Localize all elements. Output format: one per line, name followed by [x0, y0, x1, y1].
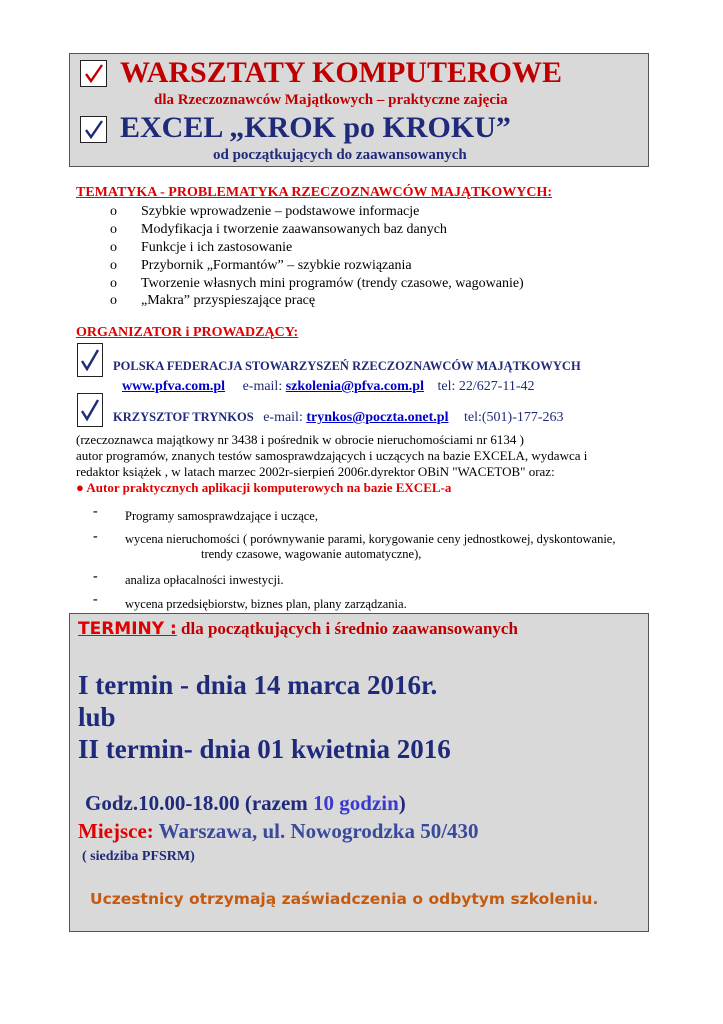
person-name: KRZYSZTOF TRYNKOS — [113, 410, 254, 424]
list-item: o Funkcje i ich zastosowanie — [110, 240, 293, 255]
person-email-label: e-mail: — [263, 410, 303, 425]
certificate-note: Uczestnicy otrzymają zaświadczenia o odbytym szkoleniu. — [90, 890, 599, 908]
place: Miejsce: Warszawa, ul. Nowogrodzka 50/430 — [78, 819, 479, 843]
checkmark-icon — [77, 343, 103, 377]
hours: Godz.10.00-18.00 (razem 10 godzin) — [85, 791, 406, 815]
subtitle-workshops: dla Rzeczoznawców Majątkowych – praktyczne zajęcia — [154, 92, 508, 108]
author-line: ● Autor praktycznych aplikacji komputerowych na bazie EXCEL-a — [76, 480, 452, 495]
term-1: I termin - dnia 14 marca 2016r. — [78, 670, 438, 700]
list-item: wycena przedsiębiorstw, biznes plan, plany zarządzania. — [125, 597, 407, 611]
title-excel: EXCEL „KROK po KROKU” — [120, 111, 511, 144]
org-tel: tel: 22/627-11-42 — [437, 379, 535, 394]
list-item: o Szybkie wprowadzenie – podstawowe informacje — [110, 204, 420, 219]
checkmark-icon — [80, 60, 107, 87]
terms-label-rest: dla początkujących i średnio zaawansowanych — [176, 619, 518, 638]
person-tel: tel:(501)-177-263 — [463, 410, 564, 425]
org-email-link[interactable]: szkolenia@pfva.com.pl — [285, 379, 424, 394]
term-or: lub — [78, 702, 116, 732]
term-2: II termin- dnia 01 kwietnia 2016 — [78, 734, 451, 764]
checkmark-icon — [77, 393, 103, 427]
list-item: trendy czasowe, wagowanie automatyczne), — [201, 547, 422, 561]
bio-line: redaktor książek , w latach marzec 2002r-sierpień 2006r.dyrektor OBiN "WACETOB" oraz: — [76, 464, 555, 479]
list-item: o Przybornik „Formantów” – szybkie rozwiązania — [110, 258, 412, 273]
org-email-label: e-mail: — [242, 379, 283, 394]
terms-box — [69, 613, 649, 932]
place-note: ( siedziba PFSRM) — [82, 849, 195, 864]
dash-bullet: - — [93, 569, 98, 584]
bio-line: (rzeczoznawca majątkowy nr 3438 i pośrednik w obrocie nieruchomościami nr 6134 ) — [76, 432, 524, 447]
list-item: o Tworzenie własnych mini programów (trendy czasowe, wagowanie) — [110, 276, 524, 291]
list-item: analiza opłacalności inwestycji. — [125, 573, 284, 587]
topics-heading: TEMATYKA - PROBLEMATYKA RZECZOZNAWCÓW MAJĄTKOWYCH: — [76, 185, 553, 200]
dash-bullet: - — [93, 504, 98, 519]
list-item: o Modyfikacja i tworzenie zaawansowanych baz danych — [110, 222, 447, 237]
list-item: wycena nieruchomości ( porównywanie parami, korygowanie ceny jednostkowej, dyskontowanie, — [125, 532, 616, 546]
terms-heading — [78, 619, 518, 639]
list-item: Programy samosprawdzające i uczące, — [125, 509, 318, 523]
org-contact-line — [122, 379, 535, 395]
title-workshops: WARSZTATY KOMPUTEROWE — [120, 56, 562, 89]
terms-label: TERMINY : — [78, 619, 177, 639]
list-item: o „Makra” przyspieszające pracę — [110, 293, 316, 308]
subtitle-excel: od początkujących do zaawansowanych — [213, 147, 467, 163]
person-email-link[interactable]: trynkos@poczta.onet.pl — [306, 410, 449, 425]
dash-bullet: - — [93, 592, 98, 607]
org-name: POLSKA FEDERACJA STOWARZYSZEŃ RZECZOZNAWCÓW MAJĄTKOWYCH — [113, 359, 581, 373]
person-contact-line — [113, 410, 564, 426]
bio-line: autor programów, znanych testów samosprawdzających i uczących na bazie EXCELA, wydawca i — [76, 448, 588, 463]
organizer-heading: ORGANIZATOR i PROWADZĄCY: — [76, 325, 299, 340]
dash-bullet: - — [93, 529, 98, 544]
checkmark-icon — [80, 116, 107, 143]
org-www-link[interactable]: www.pfva.com.pl — [122, 379, 226, 394]
header-box — [69, 53, 649, 167]
